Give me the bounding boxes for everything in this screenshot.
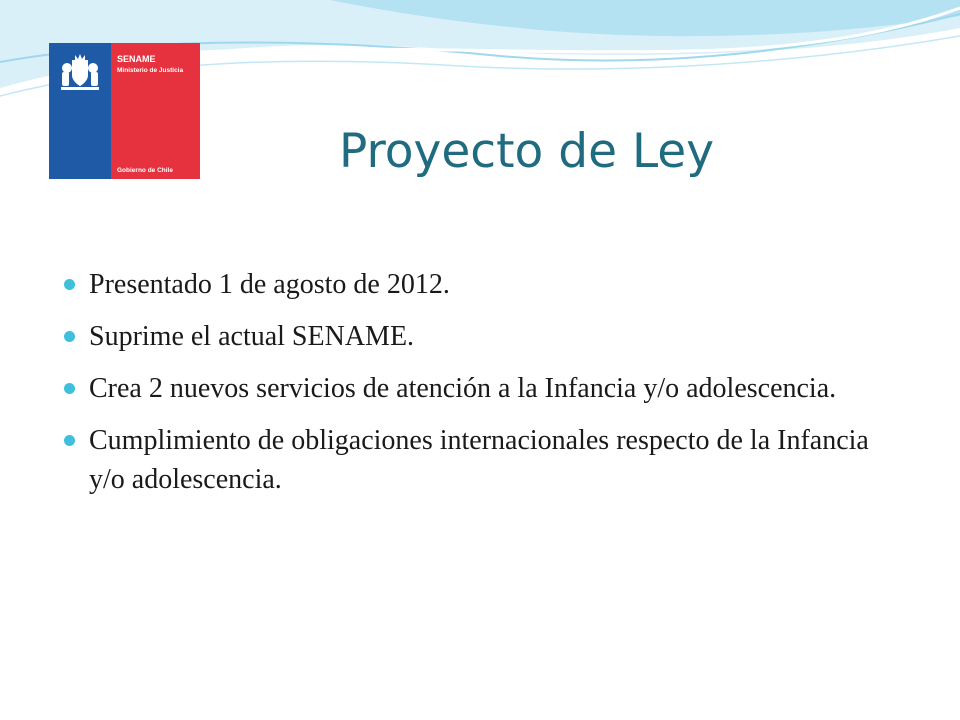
- logo-name: SENAME: [117, 54, 156, 64]
- bullet-text: Cumplimiento de obligaciones internacionales respecto de la Infancia y/o adolescencia.: [89, 425, 869, 495]
- bullet-dot-icon: [64, 435, 75, 446]
- bullet-dot-icon: [64, 331, 75, 342]
- logo-subtitle: Ministerio de Justicia: [117, 67, 184, 74]
- bullet-list: [64, 265, 884, 512]
- bullet-text: Presentado 1 de agosto de 2012.: [89, 269, 450, 300]
- slide-title: Proyecto de Ley: [339, 124, 715, 179]
- coat-of-arms-icon: [55, 51, 105, 93]
- bullet-text: Suprime el actual SENAME.: [89, 321, 415, 352]
- bullet-item: [64, 421, 884, 499]
- bullet-text: Crea 2 nuevos servicios de atención a la Infancia y/o adolescencia.: [89, 373, 837, 404]
- sename-logo: [49, 43, 200, 179]
- logo-government: Gobierno de Chile: [117, 167, 173, 174]
- bullet-dot-icon: [64, 279, 75, 290]
- bullet-item: [64, 317, 884, 356]
- logo-blue-panel: [49, 43, 111, 179]
- bullet-item: [64, 265, 884, 304]
- bullet-dot-icon: [64, 383, 75, 394]
- bullet-item: [64, 369, 884, 408]
